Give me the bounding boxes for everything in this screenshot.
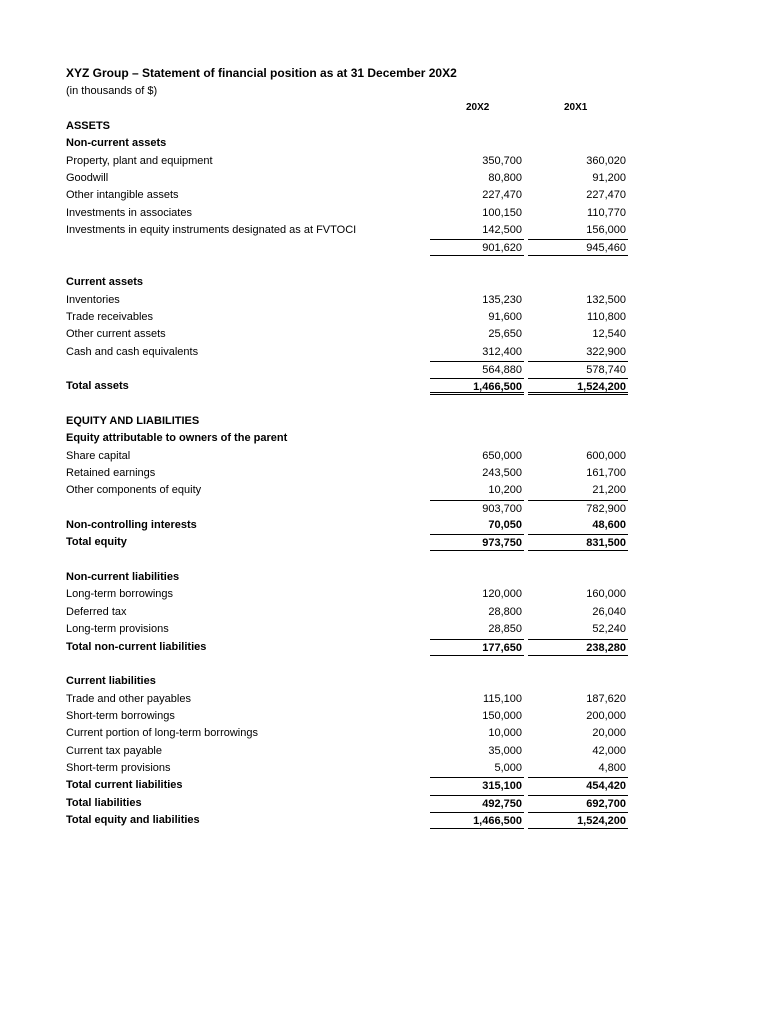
value-20x2 bbox=[430, 552, 524, 569]
statement-row bbox=[66, 621, 628, 638]
value-20x1: 91,200 bbox=[592, 172, 626, 184]
row-label: Non-current liabilities bbox=[66, 571, 180, 583]
value-20x1: 42,000 bbox=[592, 745, 626, 757]
row-label: Total equity bbox=[66, 536, 127, 548]
value-20x1: 360,020 bbox=[586, 155, 626, 167]
statement-row bbox=[66, 517, 628, 534]
row-label: Trade receivables bbox=[66, 311, 154, 323]
row-label: Share capital bbox=[66, 450, 131, 462]
value-20x2: 5,000 bbox=[494, 762, 522, 774]
row-label: Other components of equity bbox=[66, 484, 202, 496]
value-20x2 bbox=[430, 396, 524, 413]
value-20x2 bbox=[430, 257, 524, 274]
statement-row bbox=[66, 430, 628, 447]
row-label: Goodwill bbox=[66, 172, 109, 184]
value-20x2 bbox=[430, 673, 524, 690]
row-label: Investments in equity instruments designated as at FVTOCI bbox=[66, 224, 357, 236]
statement-row bbox=[66, 118, 628, 135]
value-20x2: 1,466,500 bbox=[430, 812, 524, 829]
value-20x2: 177,650 bbox=[430, 639, 524, 656]
statement-row bbox=[66, 274, 628, 291]
statement-row bbox=[66, 344, 628, 361]
statement-row bbox=[66, 222, 628, 239]
row-label: Cash and cash equivalents bbox=[66, 346, 199, 358]
row-label: Non-current assets bbox=[66, 137, 167, 149]
statement-row bbox=[66, 396, 628, 413]
row-label: Deferred tax bbox=[66, 606, 127, 618]
units-subtitle: (in thousands of $) bbox=[66, 85, 158, 97]
value-20x1: 156,000 bbox=[586, 224, 626, 236]
value-20x1: 831,500 bbox=[528, 534, 628, 551]
value-20x1: 692,700 bbox=[528, 795, 628, 812]
statement-row bbox=[66, 639, 628, 656]
value-20x1 bbox=[528, 257, 628, 274]
value-20x1: 110,800 bbox=[587, 311, 626, 323]
row-label: Short-term provisions bbox=[66, 762, 171, 774]
value-20x1: 782,900 bbox=[528, 500, 628, 517]
row-label: Total assets bbox=[66, 380, 129, 392]
column-header-20x2: 20X2 bbox=[466, 102, 490, 113]
value-20x2: 115,100 bbox=[483, 693, 522, 705]
statement-row bbox=[66, 500, 628, 517]
value-20x2: 28,850 bbox=[488, 623, 522, 635]
value-20x1 bbox=[528, 569, 628, 586]
value-20x2: 243,500 bbox=[482, 467, 522, 479]
value-20x1: 132,500 bbox=[586, 294, 626, 306]
row-label: EQUITY AND LIABILITIES bbox=[66, 415, 200, 427]
value-20x1: 1,524,200 bbox=[528, 812, 628, 829]
value-20x1: 187,620 bbox=[586, 693, 626, 705]
value-20x2 bbox=[430, 118, 524, 135]
value-20x1: 48,600 bbox=[592, 519, 626, 531]
value-20x1: 12,540 bbox=[592, 328, 626, 340]
row-label: Investments in associates bbox=[66, 207, 192, 219]
value-20x2 bbox=[430, 569, 524, 586]
value-20x2: 1,466,500 bbox=[430, 378, 524, 395]
statement-row bbox=[66, 795, 628, 812]
value-20x2: 80,800 bbox=[488, 172, 522, 184]
value-20x2: 973,750 bbox=[430, 534, 524, 551]
statement-row bbox=[66, 725, 628, 742]
value-20x1: 161,700 bbox=[586, 467, 626, 479]
statement-row bbox=[66, 604, 628, 621]
statement-row bbox=[66, 187, 628, 204]
value-20x2: 35,000 bbox=[488, 745, 522, 757]
value-20x1: 227,470 bbox=[586, 189, 626, 201]
statement-row bbox=[66, 413, 628, 430]
value-20x2: 150,000 bbox=[482, 710, 522, 722]
value-20x1: 200,000 bbox=[586, 710, 626, 722]
statement-row bbox=[66, 170, 628, 187]
statement-row bbox=[66, 257, 628, 274]
row-label: Other current assets bbox=[66, 328, 166, 340]
row-label: Short-term borrowings bbox=[66, 710, 175, 722]
statement-row bbox=[66, 135, 628, 152]
value-20x1: 1,524,200 bbox=[528, 378, 628, 395]
statement-row bbox=[66, 586, 628, 603]
value-20x2: 350,700 bbox=[482, 155, 522, 167]
value-20x2: 227,470 bbox=[482, 189, 522, 201]
value-20x1: 52,240 bbox=[592, 623, 626, 635]
row-label: Total equity and liabilities bbox=[66, 814, 200, 826]
value-20x1: 110,770 bbox=[587, 207, 626, 219]
value-20x1 bbox=[528, 413, 628, 430]
value-20x1 bbox=[528, 430, 628, 447]
value-20x2: 564,880 bbox=[430, 361, 524, 378]
value-20x1 bbox=[528, 135, 628, 152]
row-label: Retained earnings bbox=[66, 467, 156, 479]
statement-row bbox=[66, 552, 628, 569]
statement-row bbox=[66, 569, 628, 586]
value-20x1: 21,200 bbox=[592, 484, 626, 496]
value-20x1 bbox=[528, 673, 628, 690]
value-20x1: 26,040 bbox=[592, 606, 626, 618]
value-20x2: 10,200 bbox=[488, 484, 522, 496]
value-20x2: 10,000 bbox=[488, 727, 522, 739]
row-label: Long-term provisions bbox=[66, 623, 169, 635]
statement-row bbox=[66, 691, 628, 708]
value-20x2: 492,750 bbox=[430, 795, 524, 812]
row-label: Other intangible assets bbox=[66, 189, 179, 201]
row-label: Current tax payable bbox=[66, 745, 162, 757]
statement-row bbox=[66, 378, 628, 395]
value-20x2: 901,620 bbox=[430, 239, 524, 256]
value-20x2 bbox=[430, 656, 524, 673]
value-20x2 bbox=[430, 413, 524, 430]
value-20x1 bbox=[528, 274, 628, 291]
statement-title: XYZ Group – Statement of financial position as at 31 December 20X2 bbox=[66, 66, 457, 80]
statement-row bbox=[66, 812, 628, 829]
row-label: Non-controlling interests bbox=[66, 519, 197, 531]
statement-row bbox=[66, 153, 628, 170]
value-20x2 bbox=[430, 430, 524, 447]
value-20x1: 160,000 bbox=[586, 588, 626, 600]
value-20x2: 70,050 bbox=[488, 519, 522, 531]
statement-row bbox=[66, 760, 628, 777]
statement-row bbox=[66, 482, 628, 499]
row-label: Equity attributable to owners of the parent bbox=[66, 432, 288, 444]
statement-row bbox=[66, 673, 628, 690]
value-20x2: 28,800 bbox=[488, 606, 522, 618]
row-label: Current liabilities bbox=[66, 675, 156, 687]
value-20x1 bbox=[528, 396, 628, 413]
value-20x2: 903,700 bbox=[430, 500, 524, 517]
statement-row bbox=[66, 656, 628, 673]
row-label: Current portion of long-term borrowings bbox=[66, 727, 258, 739]
value-20x2: 120,000 bbox=[482, 588, 522, 600]
row-label: Inventories bbox=[66, 294, 120, 306]
statement-row bbox=[66, 361, 628, 378]
statement-row bbox=[66, 743, 628, 760]
statement-row bbox=[66, 465, 628, 482]
value-20x1 bbox=[528, 118, 628, 135]
statement-row bbox=[66, 309, 628, 326]
statement-row bbox=[66, 534, 628, 551]
value-20x2: 142,500 bbox=[482, 224, 522, 236]
value-20x2: 315,100 bbox=[430, 777, 524, 794]
statement-row bbox=[66, 777, 628, 794]
statement-row bbox=[66, 205, 628, 222]
value-20x2: 650,000 bbox=[482, 450, 522, 462]
value-20x1: 600,000 bbox=[586, 450, 626, 462]
value-20x1: 238,280 bbox=[528, 639, 628, 656]
row-label: ASSETS bbox=[66, 120, 111, 132]
row-label: Long-term borrowings bbox=[66, 588, 173, 600]
statement-row bbox=[66, 448, 628, 465]
value-20x1 bbox=[528, 656, 628, 673]
value-20x1: 4,800 bbox=[598, 762, 626, 774]
column-header-20x1: 20X1 bbox=[564, 102, 588, 113]
statement-row bbox=[66, 326, 628, 343]
row-label: Total non-current liabilities bbox=[66, 641, 207, 653]
value-20x2 bbox=[430, 274, 524, 291]
statement-row bbox=[66, 239, 628, 256]
value-20x1: 20,000 bbox=[592, 727, 626, 739]
value-20x1: 945,460 bbox=[528, 239, 628, 256]
value-20x2: 135,230 bbox=[482, 294, 522, 306]
value-20x2: 25,650 bbox=[488, 328, 522, 340]
row-label: Total liabilities bbox=[66, 797, 142, 809]
value-20x1: 322,900 bbox=[586, 346, 626, 358]
row-label: Trade and other payables bbox=[66, 693, 191, 705]
row-label: Total current liabilities bbox=[66, 779, 183, 791]
statement-row bbox=[66, 292, 628, 309]
row-label: Current assets bbox=[66, 276, 144, 288]
value-20x2: 312,400 bbox=[482, 346, 522, 358]
value-20x2 bbox=[430, 135, 524, 152]
value-20x2: 100,150 bbox=[482, 207, 522, 219]
value-20x2: 91,600 bbox=[488, 311, 522, 323]
value-20x1: 454,420 bbox=[528, 777, 628, 794]
value-20x1: 578,740 bbox=[528, 361, 628, 378]
statement-row bbox=[66, 708, 628, 725]
value-20x1 bbox=[528, 552, 628, 569]
row-label: Property, plant and equipment bbox=[66, 155, 213, 167]
